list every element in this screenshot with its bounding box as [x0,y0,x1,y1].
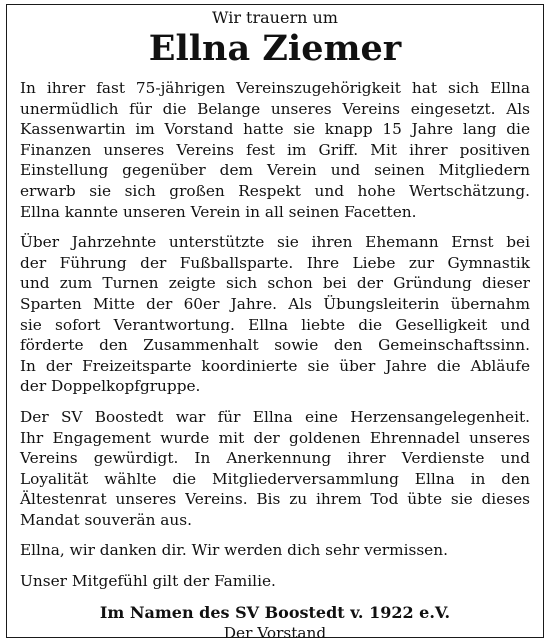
text-line: Vereins gewürdigt. In Anerkennung ihrer Verdienste und [20,449,530,468]
text-line: Über Jahrzehnte unterstützte sie ihren Ehemann Ernst bei [20,233,530,252]
deceased-name: Ellna Ziemer [148,28,402,69]
text-line: erwarb sie sich großen Respekt und hohe Wertschätzung. [20,181,530,200]
text-line: Ellna kannte unseren Verein in all seinen Facetten. [20,202,417,221]
notice-intro: Wir trauern um [212,8,338,27]
text-line: In ihrer fast 75-jährigen Vereinszugehörigkeit hat sich Ellna [20,79,530,97]
condolence-line: Unser Mitgefühl gilt der Familie. [20,572,276,591]
obituary-notice [20,8,530,643]
text-line: In der Freizeitsparte koordinierte sie über Jahre die Abläufe [20,356,530,375]
thanks-line: Ellna, wir danken dir. Wir werden dich sehr vermissen. [20,541,448,560]
text-line: Finanzen unseres Vereins fest im Griff. Mit ihrer positiven [20,140,530,159]
text-line: Einstellung gegenüber dem Verein und seinen Mitgliedern [20,161,530,180]
text-line: Kassenwartin im Vorstand hatte sie knapp 15 Jahre lang die [20,120,530,139]
text-line: der Führung der Fußballsparte. Ihre Liebe zur Gymnastik [20,253,530,272]
text-line: Ihr Engagement wurde mit der goldenen Ehrennadel unseres [20,428,530,447]
signature: Im Namen des SV Boostedt v. 1922 e.V. [99,602,451,622]
paragraph-2 [20,232,530,397]
text-line: Sparten Mitte der 60er Jahre. Als Übungsleiterin übernahm [20,294,530,313]
paragraph-3 [20,407,530,531]
signature-subtitle: Der Vorstand [223,623,327,642]
text-line: sie sofort Verantwortung. Ellna liebte die Geselligkeit und [20,315,530,334]
text-line: Loyalität wählte die Mitgliederversammlung Ellna in den [20,469,530,488]
text-line: der Doppelkopfgruppe. [20,377,201,396]
paragraph-1 [20,78,530,222]
text-line: Ältestenrat unseres Vereins. Bis zu ihrem Tod übte sie dieses [20,490,530,509]
text-line: und zum Turnen zeigte sich schon bei der Gründung dieser [20,274,530,293]
text-line: unermüdlich für die Belange unseres Vereins eingesetzt. Als [20,99,530,118]
text-line: Der SV Boostedt war für Ellna eine Herzensangelegenheit. [20,407,530,426]
text-line: förderte den Zusammenhalt sowie den Gemeinschaftssinn. [20,336,530,355]
text-line: Mandat souverän aus. [20,510,192,529]
